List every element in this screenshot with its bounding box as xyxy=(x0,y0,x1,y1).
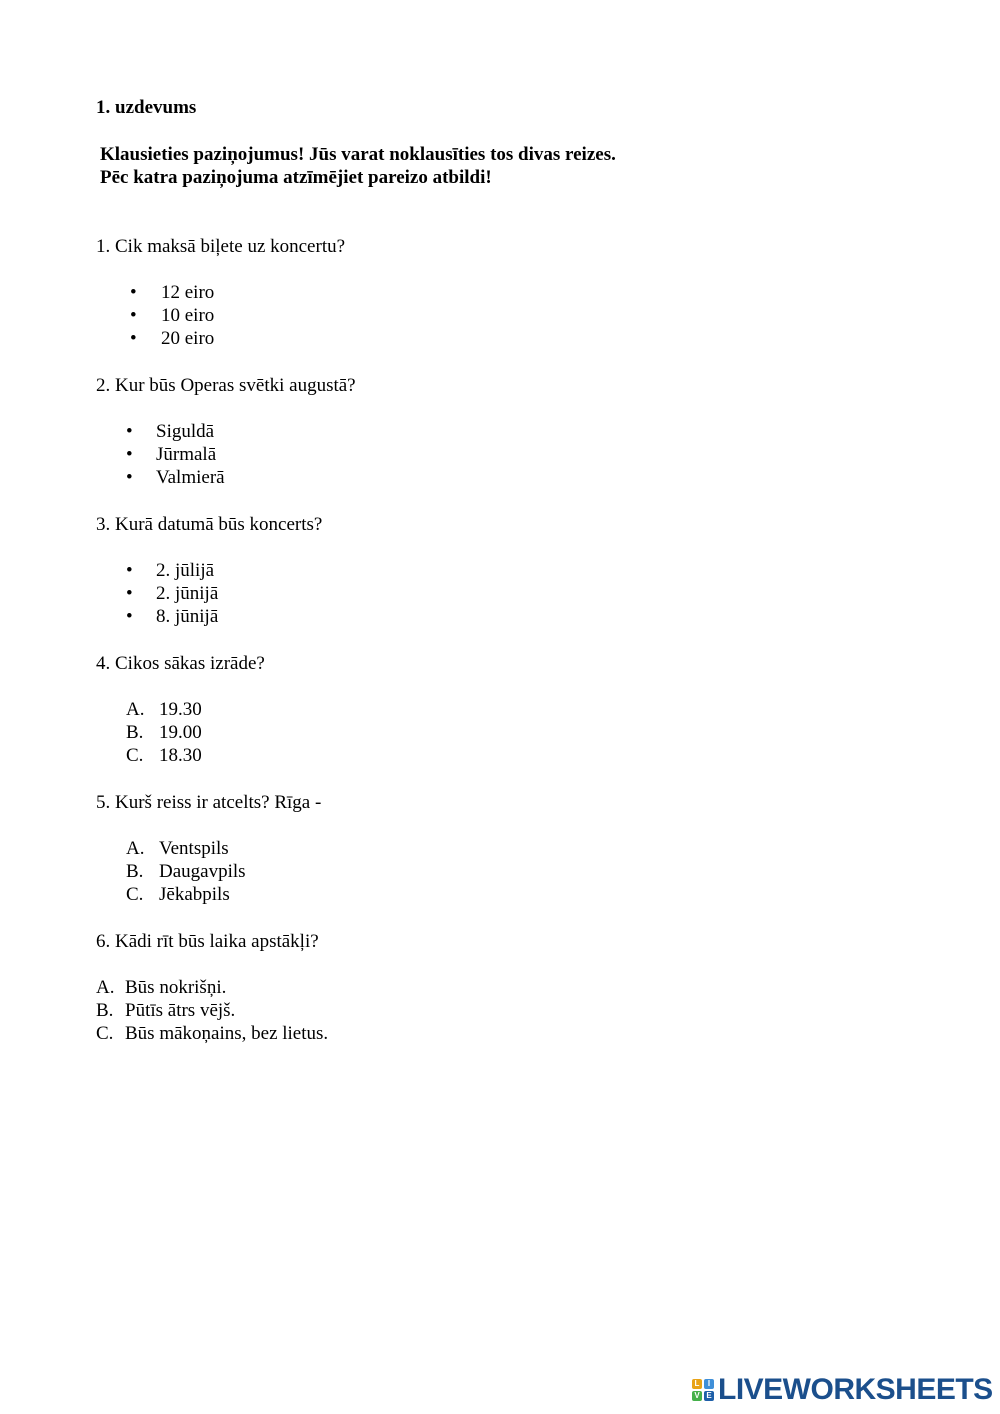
logo-tile-v: V xyxy=(692,1391,702,1401)
question-3-option-a[interactable]: 2. jūlijā xyxy=(156,560,215,581)
logo-tile-l: L xyxy=(692,1379,702,1389)
question-2-text: 2. Kur būs Operas svētki augustā? xyxy=(96,375,356,396)
logo-tile-i: I xyxy=(704,1379,714,1389)
question-4-letter-a: A. xyxy=(126,699,145,720)
question-1-bullet-b: • xyxy=(130,305,137,326)
task-title: 1. uzdevums xyxy=(96,97,197,118)
question-6-text: 6. Kādi rīt būs laika apstākļi? xyxy=(96,931,319,952)
instruction-line-2: Pēc katra paziņojuma atzīmējiet pareizo atbildi! xyxy=(100,167,492,188)
question-4-option-c[interactable]: 18.30 xyxy=(159,745,202,766)
question-1-bullet-c: • xyxy=(130,328,137,349)
question-1-option-b[interactable]: 10 eiro xyxy=(161,305,215,326)
question-4-option-b[interactable]: 19.00 xyxy=(159,722,202,743)
question-3-bullet-a: • xyxy=(126,560,133,581)
question-1-text: 1. Cik maksā biļete uz koncertu? xyxy=(96,236,346,257)
question-2-option-c[interactable]: Valmierā xyxy=(156,467,225,488)
question-3-option-c[interactable]: 8. jūnijā xyxy=(156,606,219,627)
question-4-letter-c: C. xyxy=(126,745,144,766)
liveworksheets-logo-text: LIVEWORKSHEETS xyxy=(718,1373,993,1406)
instruction-line-1: Klausieties paziņojumus! Jūs varat noklausīties tos divas reizes. xyxy=(100,144,616,165)
question-5-text: 5. Kurš reiss ir atcelts? Rīga - xyxy=(96,792,322,813)
question-3-text: 3. Kurā datumā būs koncerts? xyxy=(96,514,323,535)
question-1-option-a[interactable]: 12 eiro xyxy=(161,282,215,303)
question-1-option-c[interactable]: 20 eiro xyxy=(161,328,215,349)
question-6-letter-c: C. xyxy=(96,1023,114,1044)
question-3-option-b[interactable]: 2. jūnijā xyxy=(156,583,219,604)
question-5-option-c[interactable]: Jēkabpils xyxy=(159,884,230,905)
question-1-bullet-a: • xyxy=(130,282,137,303)
question-6-letter-a: A. xyxy=(96,977,115,998)
question-4-option-a[interactable]: 19.30 xyxy=(159,699,202,720)
question-5-letter-a: A. xyxy=(126,838,145,859)
question-6-option-a[interactable]: Būs nokrišņi. xyxy=(125,977,227,998)
question-2-bullet-c: • xyxy=(126,467,133,488)
question-5-option-a[interactable]: Ventspils xyxy=(159,838,229,859)
question-6-option-c[interactable]: Būs mākoņains, bez lietus. xyxy=(125,1023,329,1044)
question-4-text: 4. Cikos sākas izrāde? xyxy=(96,653,265,674)
question-6-option-b[interactable]: Pūtīs ātrs vējš. xyxy=(125,1000,236,1021)
question-2-option-a[interactable]: Siguldā xyxy=(156,421,215,442)
question-3-bullet-c: • xyxy=(126,606,133,627)
question-5-option-b[interactable]: Daugavpils xyxy=(159,861,246,882)
logo-tile-e: E xyxy=(704,1391,714,1401)
question-5-letter-c: C. xyxy=(126,884,144,905)
question-5-letter-b: B. xyxy=(126,861,144,882)
question-2-bullet-b: • xyxy=(126,444,133,465)
question-4-letter-b: B. xyxy=(126,722,144,743)
liveworksheets-logo xyxy=(692,1375,993,1405)
question-6-letter-b: B. xyxy=(96,1000,114,1021)
question-3-bullet-b: • xyxy=(126,583,133,604)
liveworksheets-logo-icon xyxy=(692,1379,714,1401)
question-2-option-b[interactable]: Jūrmalā xyxy=(156,444,217,465)
question-2-bullet-a: • xyxy=(126,421,133,442)
